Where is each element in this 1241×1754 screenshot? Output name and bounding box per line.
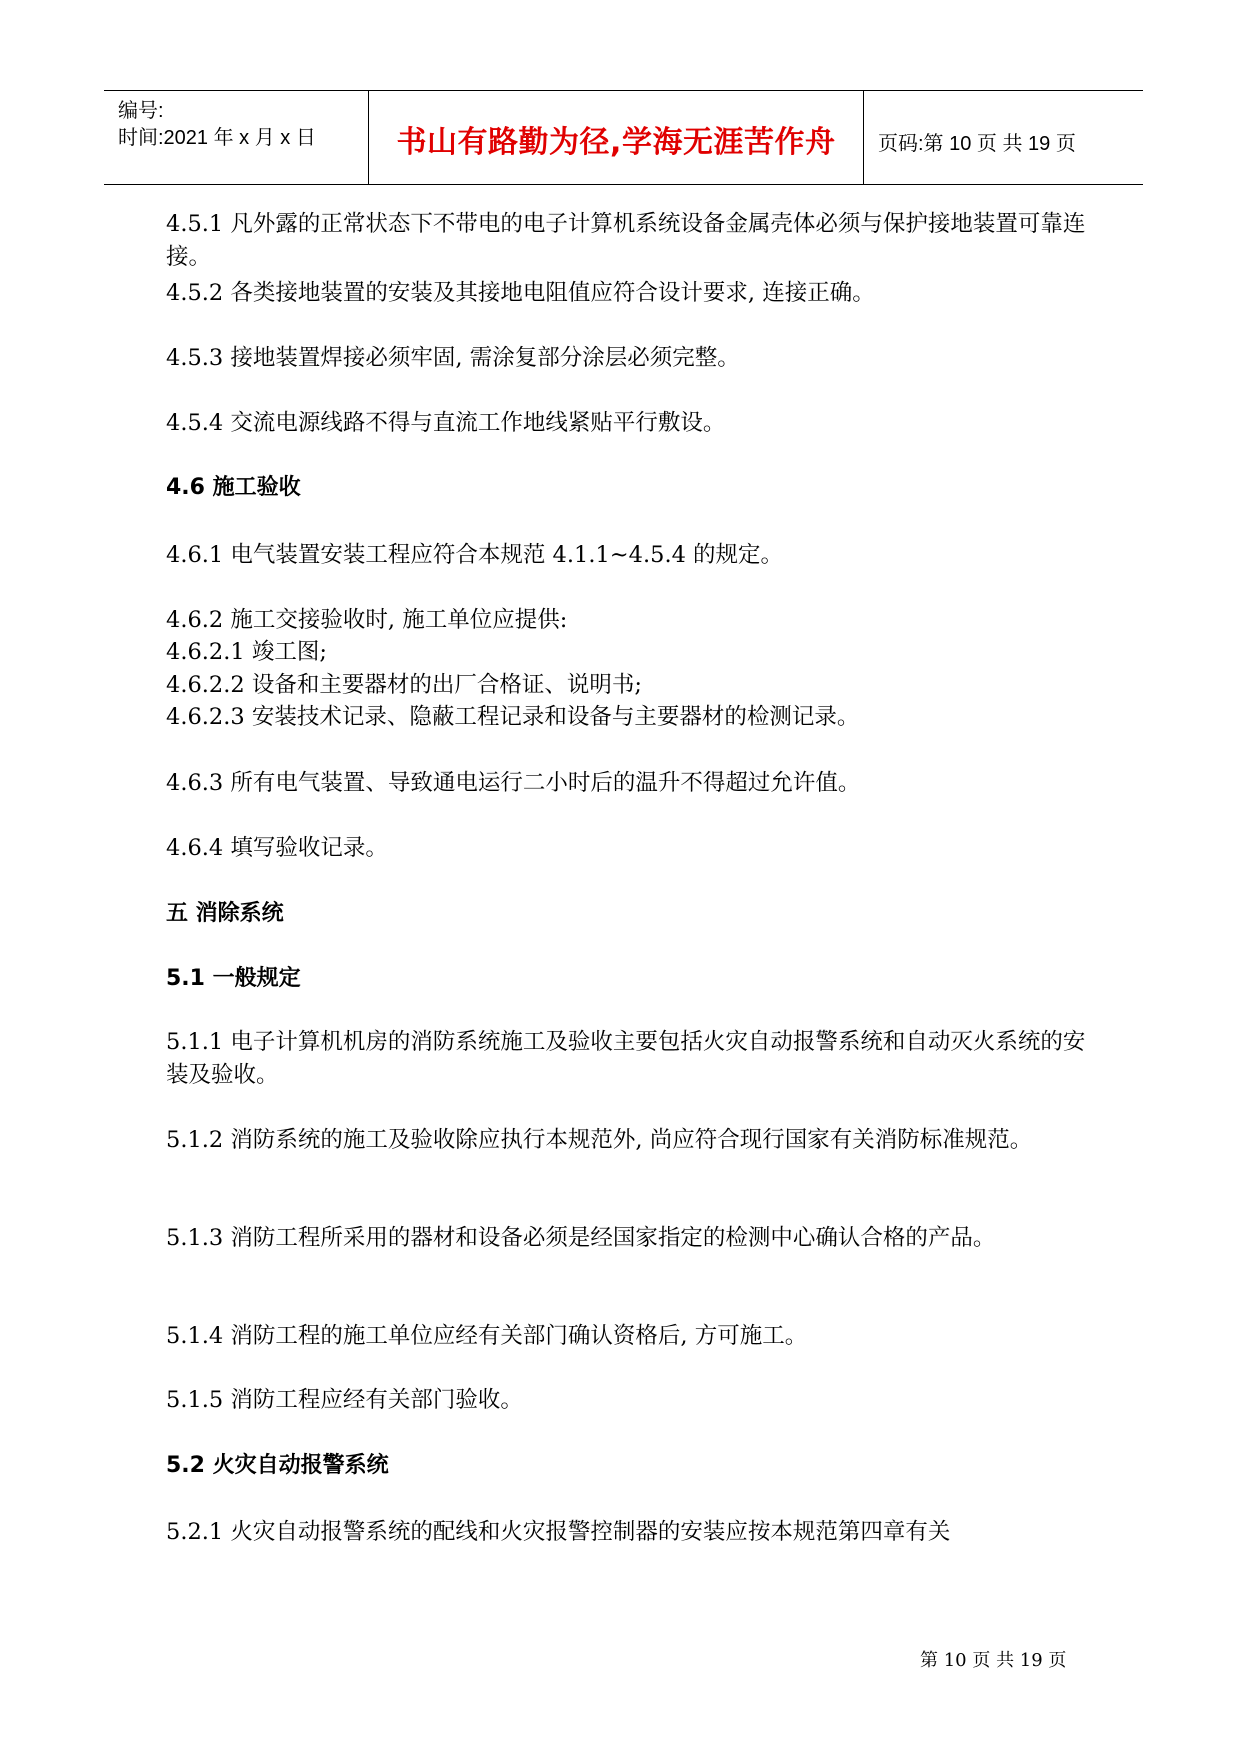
clause-4-6-1: 4.6.1 电气装置安装工程应符合本规范 4.1.1~4.5.4 的规定。 <box>166 542 784 568</box>
clause-4-6-2: 4.6.2 施工交接验收时, 施工单位应提供: <box>166 607 568 633</box>
clause-4-5-2: 4.5.2 各类接地装置的安装及其接地电阻值应符合设计要求, 连接正确。 <box>166 280 875 306</box>
clause-5-1-2: 5.1.2 消防系统的施工及验收除应执行本规范外, 尚应符合现行国家有关消防标准规范。 <box>166 1127 1033 1153</box>
clause-4-5-3: 4.5.3 接地装置焊接必须牢固, 需涂复部分涂层必须完整。 <box>166 345 740 371</box>
motto-text: 书山有路勤为径,学海无涯苦作舟 <box>396 125 836 160</box>
header-motto-cell <box>369 91 864 184</box>
clause-5-1-5: 5.1.5 消防工程应经有关部门验收。 <box>166 1387 523 1413</box>
header-page-code: 页码:第 10 页 共 19 页 <box>878 133 1076 155</box>
header-page-cell <box>864 91 1143 184</box>
clause-5-1-1: 5.1.1 电子计算机机房的消防系统施工及验收主要包括火灾自动报警系统和自动灭火系统的安装及验收。 <box>166 1029 1086 1088</box>
section-heading-4-6: 4.6 施工验收 <box>166 475 301 500</box>
clause-4-6-4: 4.6.4 填写验收记录。 <box>166 835 388 861</box>
page-footer: 第 10 页 共 19 页 <box>920 1650 1067 1671</box>
section-heading-5-2: 5.2 火灾自动报警系统 <box>166 1453 389 1478</box>
section-heading-5-1: 5.1 一般规定 <box>166 966 301 991</box>
clause-4-6-3: 4.6.3 所有电气装置、导致通电运行二小时后的温升不得超过允许值。 <box>166 770 861 796</box>
header-info-cell <box>104 91 369 184</box>
clause-5-2-1: 5.2.1 火灾自动报警系统的配线和火灾报警控制器的安装应按本规范第四章有关 <box>166 1519 951 1545</box>
clause-4-6-2-2: 4.6.2.2 设备和主要器材的出厂合格证、说明书; <box>166 672 642 698</box>
document-number-label: 编号: <box>118 100 164 122</box>
clause-5-1-3: 5.1.3 消防工程所采用的器材和设备必须是经国家指定的检测中心确认合格的产品。 <box>166 1225 996 1251</box>
clause-4-6-2-1: 4.6.2.1 竣工图; <box>166 639 327 665</box>
clause-4-6-2-3: 4.6.2.3 安装技术记录、隐蔽工程记录和设备与主要器材的检测记录。 <box>166 704 860 730</box>
clause-5-1-4: 5.1.4 消防工程的施工单位应经有关部门确认资格后, 方可施工。 <box>166 1323 808 1349</box>
page-header <box>104 90 1143 185</box>
chapter-heading-5: 五 消除系统 <box>166 901 284 926</box>
clause-4-5-1: 4.5.1 凡外露的正常状态下不带电的电子计算机系统设备金属壳体必须与保护接地装置可靠连接。 <box>166 211 1086 270</box>
clause-4-5-4: 4.5.4 交流电源线路不得与直流工作地线紧贴平行敷设。 <box>166 410 726 436</box>
document-time-label: 时间:2021 年 x 月 x 日 <box>118 127 316 149</box>
